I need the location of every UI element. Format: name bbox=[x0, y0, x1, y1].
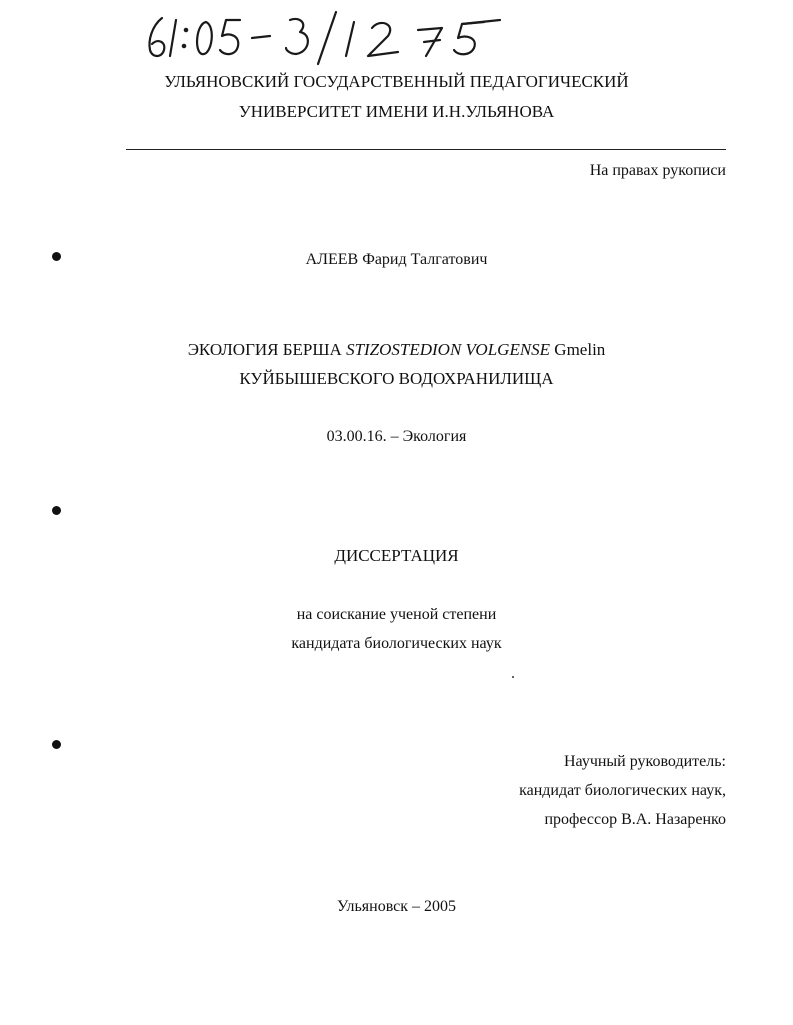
supervisor-label: Научный руководитель: bbox=[563, 753, 726, 770]
title-species-name: STIZOSTEDION VOLGENSE bbox=[346, 340, 551, 359]
document-type: ДИССЕРТАЦИЯ bbox=[334, 546, 459, 565]
degree-line1: на соискание ученой степени bbox=[296, 606, 497, 623]
margin-punch-mark bbox=[52, 506, 61, 515]
university-name-line1: УЛЬЯНОВСКИЙ ГОСУДАРСТВЕННЫЙ ПЕДАГОГИЧЕСКИЙ bbox=[164, 72, 629, 91]
city-year: Ульяновск – 2005 bbox=[336, 898, 457, 915]
margin-punch-mark bbox=[52, 740, 61, 749]
author-name: АЛЕЕВ Фарид Талгатович bbox=[305, 251, 488, 268]
title-part2: Gmelin bbox=[550, 340, 606, 359]
header-divider bbox=[126, 149, 726, 150]
specialty-code: 03.00.16. – Экология bbox=[326, 428, 467, 445]
scan-speck bbox=[512, 676, 514, 678]
dissertation-title-line1 bbox=[0, 340, 793, 360]
supervisor-degree: кандидат биологических наук, bbox=[519, 782, 726, 799]
manuscript-rights-label: На правах рукописи bbox=[589, 162, 726, 179]
degree-line2: кандидата биологических наук bbox=[291, 635, 502, 652]
university-name-line2: УНИВЕРСИТЕТ ИМЕНИ И.Н.УЛЬЯНОВА bbox=[238, 102, 555, 121]
handwritten-archive-note bbox=[140, 6, 520, 66]
supervisor-name: профессор В.А. Назаренко bbox=[544, 811, 726, 828]
dissertation-title-line2: КУЙБЫШЕВСКОГО ВОДОХРАНИЛИЩА bbox=[239, 369, 554, 388]
title-part1: ЭКОЛОГИЯ БЕРША bbox=[187, 340, 347, 359]
